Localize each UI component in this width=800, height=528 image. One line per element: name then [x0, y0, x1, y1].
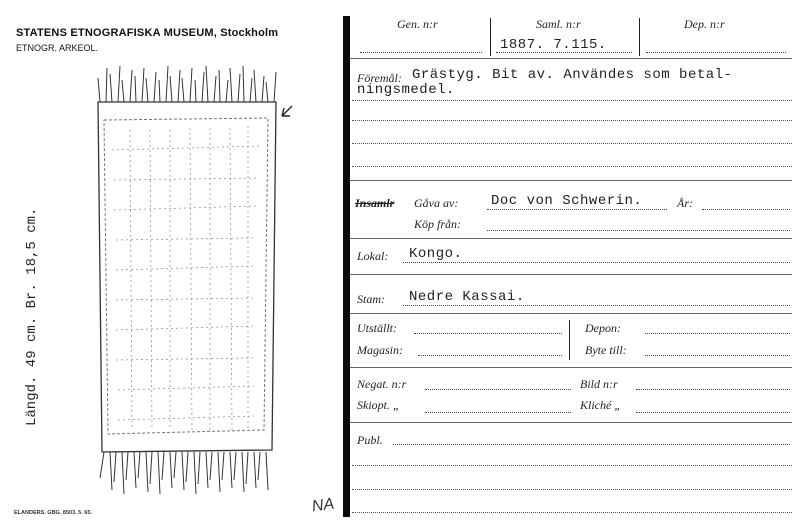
stam-value: Nedre Kassai.	[409, 289, 525, 305]
bild-line	[636, 389, 790, 390]
section-separator	[350, 238, 792, 239]
section-separator	[350, 422, 792, 423]
utstallt-line	[414, 333, 562, 334]
museum-name: STATENS ETNOGRAFISKA MUSEUM, Stockholm	[16, 27, 279, 39]
kop-label: Köp från:	[414, 217, 462, 231]
header-divider-1	[490, 18, 491, 56]
saml-nr-line	[496, 52, 632, 53]
foremal-label: Föremål:	[357, 71, 402, 85]
section-separator	[350, 274, 792, 275]
ar-label: År:	[677, 196, 693, 210]
gen-nr-line	[360, 52, 482, 53]
lokal-label: Lokal:	[357, 249, 389, 263]
skiopt-label: Skiopt. „	[357, 398, 400, 412]
department-label: ETNOGR. ARKEOL.	[16, 43, 99, 53]
kliche-label: Kliché „	[580, 398, 621, 412]
stam-label: Stam:	[357, 292, 385, 306]
rule	[352, 100, 792, 101]
saml-nr-value: 1887. 7.115.	[500, 37, 607, 53]
ar-line	[702, 209, 790, 210]
publ-line	[393, 444, 790, 445]
byte-label: Byte till:	[585, 343, 627, 357]
gava-value: Doc von Schwerin.	[491, 193, 643, 209]
handwritten-initials: NA	[310, 495, 336, 516]
rule	[352, 465, 792, 466]
depon-label: Depon:	[585, 321, 621, 335]
grass-cloth-drawing	[80, 60, 300, 500]
foremal-line-1: Grästyg. Bit av. Användes som betal-	[412, 67, 733, 83]
lokal-value: Kongo.	[409, 246, 463, 262]
bild-label: Bild n:r	[580, 377, 618, 391]
utstallt-label: Utställt:	[357, 321, 398, 335]
magasin-line	[418, 355, 562, 356]
depon-line	[645, 333, 790, 334]
header-divider-2	[639, 18, 640, 56]
rule	[352, 512, 792, 513]
rule	[352, 166, 792, 167]
storage-divider	[569, 320, 570, 360]
insamlad-struck-label: Insamlr	[355, 196, 395, 210]
section-separator	[350, 367, 792, 368]
section-separator	[350, 313, 792, 314]
rule	[352, 143, 792, 144]
header-separator	[350, 58, 792, 59]
dep-nr-line	[646, 52, 786, 53]
publ-label: Publ.	[357, 433, 383, 447]
rule	[352, 120, 792, 121]
rule	[352, 489, 792, 490]
foremal-line-2: ningsmedel.	[357, 82, 455, 98]
stam-line	[403, 305, 790, 306]
saml-nr-label: Saml. n:r	[536, 17, 581, 31]
gava-line	[487, 209, 667, 210]
gen-nr-label: Gen. n:r	[397, 17, 438, 31]
kliche-line	[636, 412, 790, 413]
dimensions-text: Längd. 49 cm. Br. 18,5 cm.	[24, 207, 40, 426]
card-divider-bar	[343, 16, 350, 517]
dep-nr-label: Dep. n:r	[684, 17, 725, 31]
magasin-label: Magasin:	[357, 343, 403, 357]
kop-line	[487, 230, 790, 231]
skiopt-line	[425, 412, 571, 413]
printer-mark: ELANDERS. GBG. 8503. 5. 65.	[14, 510, 92, 516]
section-separator	[350, 180, 792, 181]
byte-line	[645, 355, 790, 356]
gava-label: Gåva av:	[414, 196, 459, 210]
negat-label: Negat. n:r	[357, 377, 407, 391]
lokal-line	[403, 262, 790, 263]
negat-line	[425, 389, 571, 390]
